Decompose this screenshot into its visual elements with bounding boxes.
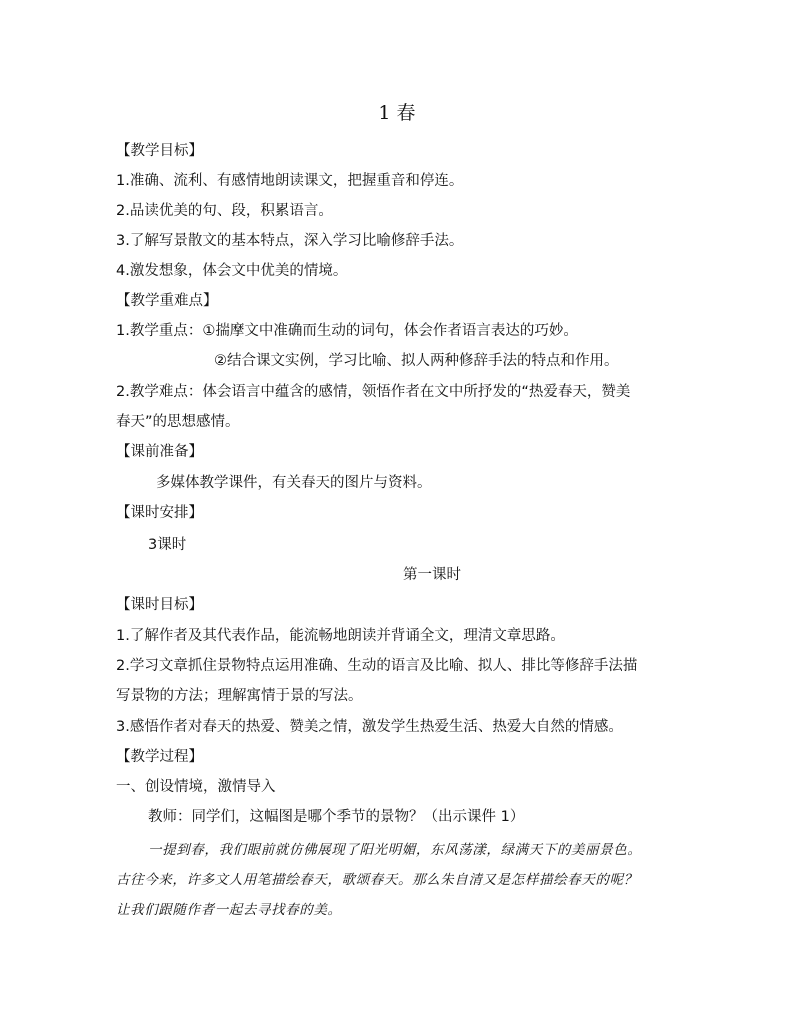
step-1: 一、创设情境，激情导入 xyxy=(116,779,276,795)
goal-item: 3.了解写景散文的基本特点，深入学习比喻修辞手法。 xyxy=(116,233,464,249)
goals-heading: 【教学目标】 xyxy=(116,143,203,159)
key-point-1: 1.教学重点：①揣摩文中准确而生动的词句，体会作者语言表达的巧妙。 xyxy=(116,323,578,339)
lesson-goal-3: 3.感悟作者对春天的热爱、赞美之情，激发学生热爱生活、热爱大自然的情感。 xyxy=(116,719,623,735)
document-title: 1 春 xyxy=(378,102,416,124)
lesson-goal-2b: 写景物的方法；理解寓情于景的写法。 xyxy=(116,688,363,704)
key-points-heading: 【教学重难点】 xyxy=(116,293,218,309)
intro-line: 古往今来，许多文人用笔描绘春天，歌颂春天。那么朱自清又是怎样描绘春天的呢？ xyxy=(116,872,638,888)
lesson-goal-1: 1.了解作者及其代表作品，能流畅地朗读并背诵全文，理清文章思路。 xyxy=(116,628,565,644)
schedule-heading: 【课时安排】 xyxy=(116,505,203,521)
prep-heading: 【课前准备】 xyxy=(116,444,203,460)
intro-line: 一提到春，我们眼前就仿佛展现了阳光明媚，东风荡漾，绿满天下的美丽景色。 xyxy=(148,842,642,858)
lesson-goals-heading: 【课时目标】 xyxy=(116,597,203,613)
intro-line: 让我们跟随作者一起去寻找春的美。 xyxy=(116,902,342,918)
teacher-line: 教师：同学们，这幅图是哪个季节的景物？（出示课件 1） xyxy=(148,809,525,825)
key-point-1b: ②结合课文实例，学习比喻、拟人两种修辞手法的特点和作用。 xyxy=(214,353,619,369)
prep-text: 多媒体教学课件，有关春天的图片与资料。 xyxy=(156,475,432,491)
key-point-2b: 春天”的思想感情。 xyxy=(116,414,240,430)
goal-item: 1.准确、流利、有感情地朗读课文，把握重音和停连。 xyxy=(116,173,464,189)
lesson-goal-2a: 2.学习文章抓住景物特点运用准确、生动的语言及比喻、拟人、排比等修辞手法描 xyxy=(116,658,638,674)
lesson-title: 第一课时 xyxy=(403,567,461,583)
goal-item: 2.品读优美的句、段，积累语言。 xyxy=(116,203,333,219)
schedule-text: 3课时 xyxy=(148,537,187,553)
key-point-2a: 2.教学难点：体会语言中蕴含的感情，领悟作者在文中所抒发的“热爱春天，赞美 xyxy=(116,384,631,400)
goal-item: 4.激发想象，体会文中优美的情境。 xyxy=(116,263,348,279)
process-heading: 【教学过程】 xyxy=(116,749,203,765)
